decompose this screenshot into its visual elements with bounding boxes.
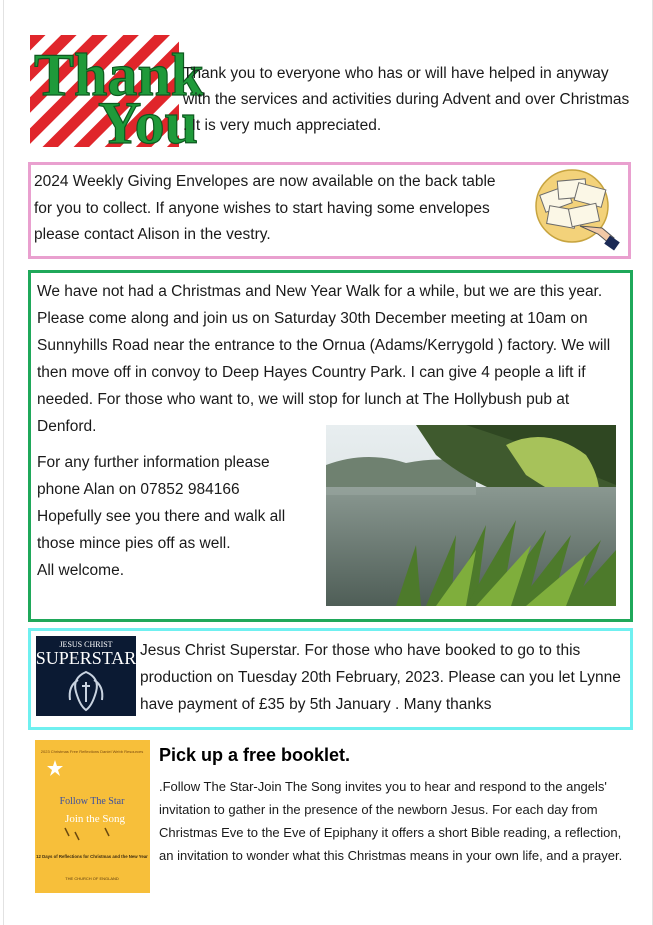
booklet-cover-title2: Join the Song (65, 813, 125, 825)
lake-photo (326, 425, 616, 606)
booklet-cover (35, 740, 150, 893)
walk-line: Hopefully see you there and walk all (37, 508, 286, 525)
walk-line: phone Alan on 07852 984166 (37, 481, 240, 498)
booklet-cover-title1: Follow The Star (59, 796, 125, 807)
logo-line2: SUPERSTAR (35, 648, 137, 668)
envelopes-icon (528, 168, 620, 252)
booklet-heading: Pick up a free booklet. (159, 745, 351, 765)
walk-line: For any further information please (37, 454, 270, 471)
walk-contact-text (37, 449, 327, 584)
booklet-cover-top: 2023 Christmas Free Reflections Daniel Webb Resources (40, 749, 144, 754)
thank-you-art (30, 35, 205, 156)
you-word: You (98, 90, 199, 156)
giving-envelopes-message: 2024 Weekly Giving Envelopes are now available on the back table for you to collect. If anyone wishes to start having some envelopes please contact Alison in the vestry. (34, 173, 496, 243)
walk-paragraph: We have not had a Christmas and New Year Walk for a while, but we are this year. Please come along and join us on Saturday 30th December meeting at 10am on Sunnyhills Road near the entrance to the Ornua (Adams/Kerrygold ) factory. We will then move off in convoy to Deep Hayes Country Park. I can give 4 people a lift if needed. For those who want to, we will stop for lunch at The Hollybush pub at Denford. (37, 283, 611, 435)
booklet-cover-publisher: THE CHURCH OF ENGLAND (65, 876, 119, 881)
jesus-christ-superstar-logo (36, 636, 136, 716)
walk-line: those mince pies off as well. (37, 535, 231, 552)
page-left-edge (3, 0, 4, 925)
booklet-description: .Follow The Star-Join The Song invites you to hear and respond to the angels' invitation to gather in the presence of the newborn Jesus. For each day from Christmas Eve to the Eve of Epiphany it offers a short Bible reading, a reflection, an invitation to wonder what this Christmas means in your own life, and a prayer. (159, 779, 623, 863)
thank-you-message: Thank you to everyone who has or will have helped in anyway with the services and activities during Advent and over Christmas . It is very much appreciated. (183, 65, 630, 134)
walk-line: All welcome. (37, 562, 124, 579)
logo-line1: JESUS CHRIST (59, 640, 113, 649)
thank-word: Thank (34, 42, 205, 108)
booklet-cover-subtitle: 12 Days of Reflections for Christmas and the New Year (36, 854, 148, 859)
candy-stripe-background (30, 35, 205, 156)
superstar-message: Jesus Christ Superstar. For those who have booked to go to this production on Tuesday 20th February, 2023. Please can you let Lynne have payment of £35 by 5th January . Many thanks (140, 642, 621, 713)
